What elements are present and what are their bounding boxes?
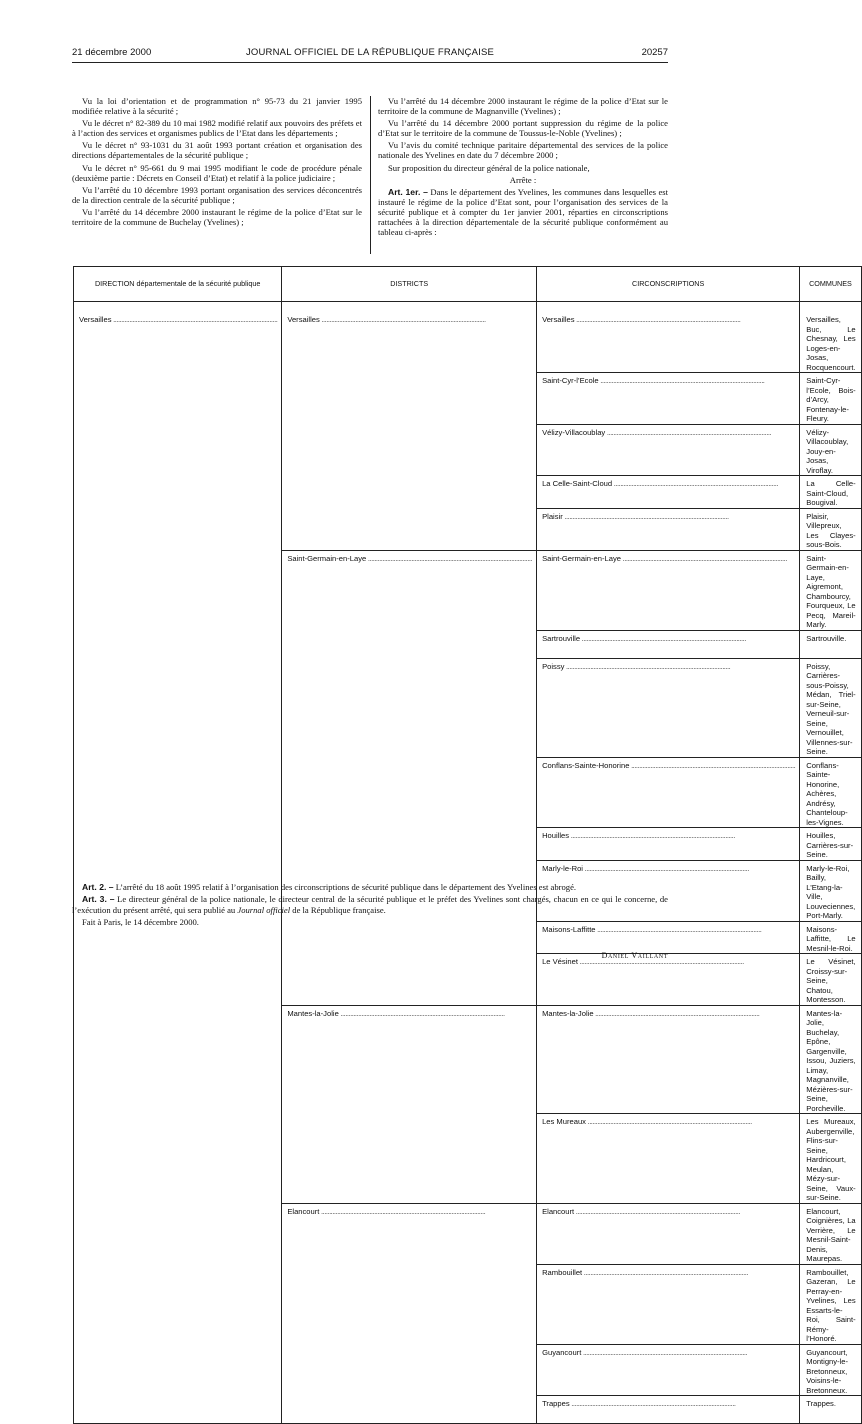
district-cell: [282, 1264, 537, 1344]
circonscription-label: Vélizy-Villacoublay .....: [537, 425, 799, 437]
header-districts: DISTRICTS: [282, 267, 537, 302]
closing-articles: [72, 882, 668, 930]
column-divider: [370, 96, 371, 254]
circonscription-cell: [537, 954, 800, 1006]
communes-cell: [800, 1114, 861, 1204]
communes-label: Les Mureaux, Aubergenville, Flins-sur-Seine, Hardricourt, Meulan, Mézy-sur-Seine, Vaux-sur-Seine.: [806, 1117, 856, 1202]
district-label: Mantes-la-Jolie .....: [282, 1006, 536, 1018]
table-row: [74, 1344, 862, 1396]
signature: Daniel Vaillant: [601, 951, 668, 960]
district-cell: [282, 1396, 537, 1424]
visa-paragraph: Vu la loi d’orientation et de programmation n° 95-73 du 21 janvier 1995 modifiée relative à la sécurité ;: [72, 96, 362, 117]
district-cell: [282, 658, 537, 757]
direction-cell: [74, 550, 282, 630]
communes-cell: [800, 1264, 861, 1344]
communes-cell: [800, 1203, 861, 1264]
communes-label: Saint-Germain-en-Laye, Aigremont, Chambourcy, Fourqueux, Le Pecq, Mareil-Marly.: [806, 553, 856, 629]
communes-label: Guyancourt, Montigny-le-Bretonneux, Voisins-le-Bretonneux.: [806, 1347, 849, 1395]
communes-label: Maisons-Laffitte, Le Mesnil-le-Roi.: [806, 924, 856, 953]
communes-cell: [800, 373, 861, 425]
district-cell: [282, 312, 537, 373]
communes-cell: [800, 860, 861, 921]
circonscription-cell: [537, 550, 800, 630]
circonscription-cell: [537, 1264, 800, 1344]
circonscription-label: Maisons-Laffitte .....: [537, 922, 799, 934]
visa-paragraph: Vu l’arrêté du 14 décembre 2000 instaurant le régime de la police d’Etat sur le territoire de la commune de Buchelay (Yvelines) ;: [72, 206, 362, 228]
page-header: [72, 47, 668, 61]
direction-cell: [74, 1114, 282, 1204]
direction-cell: [74, 1005, 282, 1114]
communes-label: Saint-Cyr-l’Ecole, Bois-d’Arcy, Fontenay-le-Fleury.: [806, 376, 856, 423]
district-cell: [282, 550, 537, 630]
table-row: [74, 828, 862, 861]
circonscription-label: Elancourt .....: [537, 1204, 799, 1216]
communes-label: Houilles, Carrières-sur-Seine.: [806, 831, 854, 859]
article-3-text-end: de la République française.: [292, 904, 386, 915]
circonscription-cell: [537, 828, 800, 861]
district-label: Versailles .....: [282, 312, 536, 324]
header-date: 21 décembre 2000: [72, 47, 152, 58]
direction-cell: [74, 630, 282, 658]
circonscription-label: Saint-Germain-en-Laye .....: [537, 551, 799, 563]
communes-label: Rambouillet, Gazeran, Le Perray-en-Yvelines, Les Essarts-le-Roi, Saint-Rémy-l’Honoré.: [806, 1267, 856, 1343]
communes-cell: [800, 630, 861, 658]
communes-cell: [800, 1344, 861, 1396]
direction-cell: [74, 476, 282, 509]
communes-label: Elancourt, Coignières, La Verrière, Le Mesnil-Saint-Denis, Maurepas.: [806, 1206, 856, 1263]
circonscription-label: Sartrouville .....: [537, 631, 799, 643]
article-3-text: Le directeur général de la police nationale, le directeur central de la sécurité publique et le préfet des Yvelines sont chargés, chacun en ce qui le concerne, de l’exécution du présent arrêté, qui sera publié au: [72, 894, 668, 915]
fait-a-paris: Fait à Paris, le 14 décembre 2000.: [82, 917, 199, 928]
communes-cell: [800, 550, 861, 630]
header-communes: COMMUNES: [800, 267, 861, 302]
district-cell: [282, 828, 537, 861]
circonscription-label: Plaisir .....: [537, 509, 799, 521]
district-cell: [282, 954, 537, 1006]
district-label: Elancourt .....: [282, 1204, 536, 1216]
circonscription-label: Conflans-Sainte-Honorine .....: [537, 758, 799, 770]
circonscription-label: Trappes .....: [537, 1396, 799, 1408]
circonscription-cell: [537, 312, 800, 373]
circonscription-label: Saint-Cyr-l’Ecole .....: [537, 373, 799, 385]
direction-cell: [74, 373, 282, 425]
circonscriptions-table: [73, 266, 862, 1424]
visa-paragraph: Vu le décret n° 93-1031 du 31 août 1993 portant création et organisation des directions départementales de la sécurité publique ;: [72, 140, 362, 161]
circonscription-cell: [537, 1203, 800, 1264]
table-row: [74, 373, 862, 425]
article-1-label: Art. 1er. –: [388, 186, 428, 197]
direction-cell: [74, 508, 282, 550]
circonscription-cell: [537, 630, 800, 658]
circonscription-label: Le Vésinet .....: [537, 954, 799, 966]
circonscription-label: Rambouillet .....: [537, 1265, 799, 1277]
communes-cell: [800, 312, 861, 373]
communes-label: Conflans-Sainte-Honorine, Achères, Andrésy, Chanteloup-les-Vignes.: [806, 760, 848, 827]
article-2-text: L’arrêté du 18 août 1995 relatif à l’organisation des circonscriptions de sécurité publique dans le département des Yvelines est abrogé.: [115, 882, 577, 892]
table-row: [74, 550, 862, 630]
circonscription-cell: [537, 757, 800, 828]
circonscription-label: Houilles .....: [537, 828, 799, 840]
direction-cell: [74, 954, 282, 1006]
district-cell: [282, 508, 537, 550]
communes-label: Plaisir, Villepreux, Les Clayes-sous-Bois.: [806, 511, 856, 549]
circonscription-label: Marly-le-Roi .....: [537, 861, 799, 873]
circonscription-cell: [537, 658, 800, 757]
direction-cell: [74, 312, 282, 373]
article-3: [72, 894, 668, 915]
journal-title: JOURNAL OFFICIEL DE LA RÉPUBLIQUE FRANÇAISE: [245, 47, 495, 58]
table-row: [74, 1203, 862, 1264]
circonscription-cell: [537, 1114, 800, 1204]
table-row: [74, 954, 862, 1006]
communes-cell: [800, 1005, 861, 1114]
preamble-columns: [72, 96, 668, 260]
left-column: [72, 96, 362, 229]
direction-cell: [74, 1344, 282, 1396]
district-label: Saint-Germain-en-Laye .....: [282, 551, 536, 563]
communes-label: Vélizy-Villacoublay, Jouy-en-Josas, Viroflay.: [806, 427, 849, 475]
right-column: [378, 96, 668, 239]
district-cell: [282, 1344, 537, 1396]
communes-label: Mantes-la-Jolie, Buchelay, Epône, Gargenville, Issou, Juziers, Limay, Magnanville, Mézières-sur-Seine, Porcheville.: [806, 1008, 856, 1113]
table-row: [74, 1264, 862, 1344]
direction-cell: [74, 757, 282, 828]
circonscription-label: La Celle-Saint-Cloud .....: [537, 476, 799, 488]
communes-label: Poissy, Carrières-sous-Poissy, Médan, Triel-sur-Seine, Verneuil-sur-Seine, Vernouillet, Villennes-sur-Seine.: [806, 661, 856, 756]
table-row: [74, 312, 862, 373]
district-cell: [282, 1203, 537, 1264]
article-1-text: Dans le département des Yvelines, les communes dans lesquelles est instauré le régime de la police d’Etat sont, pour l’organisation des services de la sécurité publique et à compter du 1er janvier 2001, réparties en circonscriptions rattachées à la direction départementale de la sécurité publique conformément au tableau ci-après :: [378, 186, 669, 238]
visa-paragraph: Vu l’arrêté du 14 décembre 2000 instaurant le régime de la police d’Etat sur le territoire de la commune de Magnanville (Yvelines) ;: [378, 96, 668, 117]
table-row: [74, 757, 862, 828]
circonscription-label: Mantes-la-Jolie .....: [537, 1006, 799, 1018]
circonscription-cell: [537, 373, 800, 425]
communes-label: Marly-le-Roi, Bailly, L’Etang-la-Ville, Louveciennes, Port-Marly.: [806, 863, 856, 920]
communes-cell: [800, 424, 861, 476]
direction-cell: [74, 1396, 282, 1424]
district-cell: [282, 424, 537, 476]
circonscription-cell: [537, 1344, 800, 1396]
district-cell: [282, 757, 537, 828]
district-cell: [282, 1005, 537, 1114]
visa-paragraph: Vu le décret n° 95-661 du 9 mai 1995 modifiant le code de procédure pénale (deuxième partie : Décrets en Conseil d’Etat) et relatif à la police judiciaire ;: [72, 162, 362, 183]
district-cell: [282, 373, 537, 425]
visa-paragraph: Vu l’arrêté du 14 décembre 2000 portant suppression du régime de la police d’Etat sur le territoire de la commune de Toussus-le-Noble (Yvelines) ;: [378, 118, 668, 139]
district-cell: [282, 630, 537, 658]
communes-cell: [800, 508, 861, 550]
communes-cell: [800, 921, 861, 954]
circonscription-cell: [537, 1396, 800, 1424]
circonscription-label: Les Mureaux .....: [537, 1114, 799, 1126]
communes-cell: [800, 1396, 861, 1424]
circonscription-label: Versailles .....: [537, 312, 799, 324]
district-cell: [282, 476, 537, 509]
table-row: [74, 658, 862, 757]
journal-officiel-italic: Journal officiel: [237, 904, 291, 915]
visa-paragraph: Vu l’avis du comité technique paritaire départemental des services de la police nationale des Yvelines en date du 7 décembre 2000 ;: [378, 140, 668, 161]
article-3-label: Art. 3. –: [82, 894, 115, 905]
direction-cell: [74, 424, 282, 476]
visa-paragraph: Vu l’arrêté du 10 décembre 1993 portant organisation des services déconcentrés de la direction centrale de la sécurité publique ;: [72, 184, 362, 205]
circonscription-cell: [537, 508, 800, 550]
direction-cell: [74, 1264, 282, 1344]
table-row: [74, 476, 862, 509]
table-body: [74, 302, 862, 1424]
table-row: [74, 1396, 862, 1424]
article-1: [378, 187, 668, 237]
circonscription-cell: [537, 424, 800, 476]
circonscription-cell: [537, 476, 800, 509]
direction-cell: [74, 828, 282, 861]
table-row: [74, 1114, 862, 1204]
arrete-label: Arrête :: [509, 174, 537, 185]
table-row: [74, 1005, 862, 1114]
table-row: [74, 508, 862, 550]
circonscription-label: Poissy .....: [537, 659, 799, 671]
header-direction: DIRECTION départementale de la sécurité publique: [74, 267, 282, 302]
communes-cell: [800, 658, 861, 757]
communes-cell: [800, 954, 861, 1006]
article-2-label: Art. 2. –: [82, 882, 114, 892]
direction-cell: [74, 658, 282, 757]
header-circonscriptions: CIRCONSCRIPTIONS: [537, 267, 800, 302]
visa-paragraph: Sur proposition du directeur général de la police nationale,: [388, 162, 590, 173]
table-row: [74, 630, 862, 658]
communes-cell: [800, 476, 861, 509]
communes-label: Le Vésinet, Croissy-sur-Seine, Chatou, Montesson.: [806, 957, 856, 1004]
communes-label: Trappes.: [806, 1399, 836, 1408]
communes-label: Sartrouville.: [806, 633, 847, 643]
communes-cell: [800, 757, 861, 828]
table-row: [74, 424, 862, 476]
communes-label: La Celle-Saint-Cloud, Bougival.: [806, 479, 856, 507]
visa-paragraph: Vu le décret n° 82-389 du 10 mai 1982 modifié relatif aux pouvoirs des préfets et à l’action des services et organismes publics de l’Etat dans les départements ;: [72, 118, 362, 139]
direction-label: Versailles .....: [74, 312, 281, 324]
page-number: 20257: [641, 47, 668, 58]
district-cell: [282, 1114, 537, 1204]
article-2: [72, 882, 668, 892]
communes-label: Versailles, Buc, Le Chesnay, Les Loges-en-Josas, Rocquencourt.: [806, 315, 856, 372]
circonscription-cell: [537, 1005, 800, 1114]
communes-cell: [800, 828, 861, 861]
direction-cell: [74, 1203, 282, 1264]
circonscription-label: Guyancourt .....: [537, 1345, 799, 1357]
header-rule: [72, 62, 668, 63]
